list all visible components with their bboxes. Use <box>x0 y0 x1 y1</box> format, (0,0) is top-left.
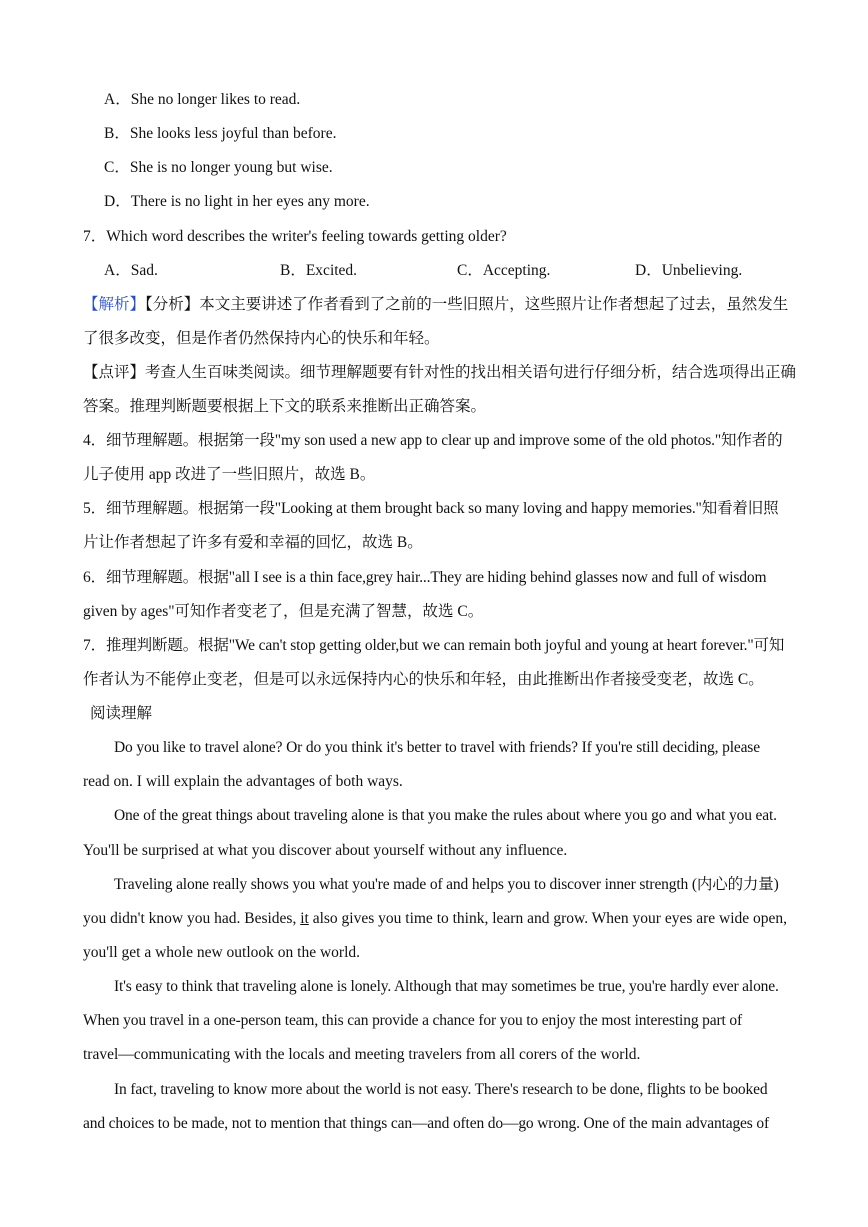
passage-p2-line-1: One of the great things about traveling alone is that you make the rules about where you go and what you eat. <box>114 807 777 824</box>
option-letter: B． <box>104 125 130 142</box>
q6-option-c <box>104 158 333 178</box>
q6-option-b <box>104 124 336 144</box>
option-letter: A． <box>104 262 131 279</box>
passage-p4-line-1: It's easy to think that traveling alone is lonely. Although that may sometimes be true, you're hardly ever alone. <box>114 978 779 995</box>
section-title: 阅读理解 <box>90 705 153 722</box>
option-letter: C． <box>457 262 483 279</box>
option-letter: D． <box>635 262 662 279</box>
answer-6-line-1: 6．细节理解题。根据"all I see is a thin face,grey hair...They are hiding behind glasses now and full of wisdom <box>83 569 767 586</box>
passage-p1-line-1: Do you like to travel alone? Or do you think it's better to travel with friends? If you're still deciding, please <box>114 739 760 756</box>
q7-option-b <box>280 261 357 281</box>
passage-text: you didn't know you had. Besides, <box>83 910 301 927</box>
q6-option-a <box>104 90 300 110</box>
passage-p1-line-2: read on. I will explain the advantages of both ways. <box>83 773 403 790</box>
underlined-word-it: it <box>300 910 309 927</box>
passage-p4-line-3: travel—communicating with the locals and meeting travelers from all corers of the world. <box>83 1046 641 1063</box>
comment-line-1: 【点评】考查人生百味类阅读。细节理解题要有针对性的找出相关语句进行仔细分析，结合选项得出正确 <box>83 364 797 381</box>
analysis-line-2: 了很多改变，但是作者仍然保持内心的快乐和年轻。 <box>83 330 440 347</box>
passage-p3-line-3: you'll get a whole new outlook on the world. <box>83 944 361 961</box>
option-text: She looks less joyful than before. <box>129 125 337 142</box>
passage-p4-line-2: When you travel in a one-person team, this can provide a chance for you to enjoy the most interesting part of <box>83 1012 742 1029</box>
option-text: Unbelieving. <box>661 262 743 279</box>
passage-p3-line-2 <box>83 909 823 929</box>
q6-option-d <box>104 192 370 212</box>
answer-4-line-1: 4．细节理解题。根据第一段"my son used a new app to clear up and improve some of the old photos."知作者的 <box>83 432 783 449</box>
option-text: She no longer likes to read. <box>130 91 301 108</box>
q7-option-c <box>457 261 550 281</box>
analysis-text: 【分析】本文主要讲述了作者看到了之前的一些旧照片，这些照片让作者想起了过去，虽然发生 <box>145 296 789 313</box>
passage-p2-line-2: You'll be surprised at what you discover about yourself without any influence. <box>83 842 568 859</box>
answer-7-line-1: 7．推理判断题。根据"We can't stop getting older,but we can remain both joyful and young at heart forever."可知 <box>83 637 785 654</box>
answer-6-line-2: given by ages"可知作者变老了，但是充满了智慧，故选 C。 <box>83 603 484 620</box>
option-text: There is no light in her eyes any more. <box>130 193 370 210</box>
q7-option-a <box>104 261 158 281</box>
option-letter: C． <box>104 159 130 176</box>
option-text: Accepting. <box>482 262 551 279</box>
answer-5-line-1: 5．细节理解题。根据第一段"Looking at them brought back so many loving and happy memories."知看着旧照 <box>83 500 779 517</box>
passage-p3-line-1: Traveling alone really shows you what you're made of and helps you to discover inner strength (内心的力量) <box>114 876 779 893</box>
option-text: Sad. <box>130 262 158 279</box>
analysis-tag: 【解析】 <box>83 296 146 313</box>
option-letter: B． <box>280 262 306 279</box>
passage-text: also gives you time to think, learn and grow. When your eyes are wide open, <box>308 910 788 927</box>
passage-p5-line-2: and choices to be made, not to mention that things can—and often do—go wrong. One of the main advantages of <box>83 1115 770 1132</box>
option-letter: A． <box>104 91 131 108</box>
option-text: Excited. <box>305 262 358 279</box>
option-text: She is no longer young but wise. <box>129 159 333 176</box>
answer-7-line-2: 作者认为不能停止变老，但是可以永远保持内心的快乐和年轻，由此推断出作者接受变老，故选 C。 <box>83 671 764 688</box>
option-letter: D． <box>104 193 131 210</box>
question-text: Which word describes the writer's feeling towards getting older? <box>106 228 507 245</box>
passage-p5-line-1: In fact, traveling to know more about the world is not easy. There's research to be done, flights to be booked <box>114 1081 768 1098</box>
question-number: 7． <box>83 228 107 245</box>
answer-4-line-2: 儿子使用 app 改进了一些旧照片，故选 B。 <box>83 466 376 483</box>
q7-option-d <box>635 261 742 281</box>
q7-question <box>83 227 823 247</box>
answer-5-line-2: 片让作者想起了许多有爱和幸福的回忆，故选 B。 <box>83 534 423 551</box>
comment-line-2: 答案。推理判断题要根据上下文的联系来推断出正确答案。 <box>83 398 487 415</box>
analysis-line-1 <box>83 295 823 315</box>
